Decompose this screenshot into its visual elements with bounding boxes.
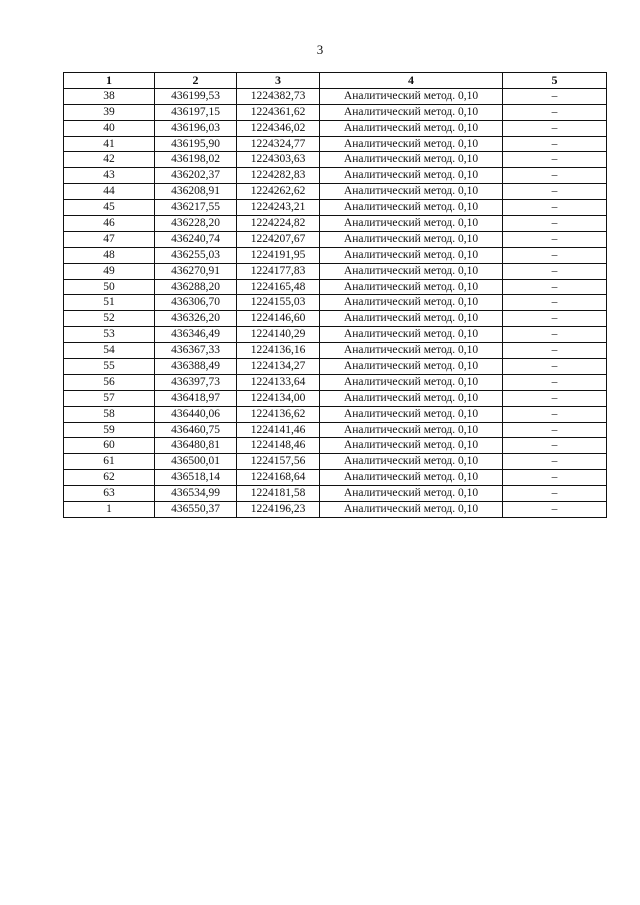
y-coordinate-cell: 1224282,83 [237, 168, 320, 184]
y-coordinate-cell: 1224207,67 [237, 231, 320, 247]
point-number-cell: 58 [64, 406, 155, 422]
point-number-cell: 49 [64, 263, 155, 279]
table-row [64, 184, 607, 200]
note-cell: – [503, 247, 607, 263]
column-header-1: 1 [64, 73, 155, 89]
point-number-cell: 41 [64, 136, 155, 152]
y-coordinate-cell: 1224191,95 [237, 247, 320, 263]
point-number-cell: 46 [64, 216, 155, 232]
method-cell: Аналитический метод. 0,10 [320, 247, 503, 263]
method-cell: Аналитический метод. 0,10 [320, 88, 503, 104]
x-coordinate-cell: 436440,06 [155, 406, 237, 422]
method-cell: Аналитический метод. 0,10 [320, 374, 503, 390]
method-cell: Аналитический метод. 0,10 [320, 295, 503, 311]
x-coordinate-cell: 436346,49 [155, 327, 237, 343]
table-row [64, 311, 607, 327]
note-cell: – [503, 311, 607, 327]
note-cell: – [503, 200, 607, 216]
y-coordinate-cell: 1224136,62 [237, 406, 320, 422]
point-number-cell: 63 [64, 486, 155, 502]
point-number-cell: 48 [64, 247, 155, 263]
note-cell: – [503, 231, 607, 247]
point-number-cell: 43 [64, 168, 155, 184]
point-number-cell: 38 [64, 88, 155, 104]
x-coordinate-cell: 436196,03 [155, 120, 237, 136]
table-row [64, 104, 607, 120]
y-coordinate-cell: 1224140,29 [237, 327, 320, 343]
y-coordinate-cell: 1224136,16 [237, 343, 320, 359]
x-coordinate-cell: 436550,37 [155, 502, 237, 518]
note-cell: – [503, 120, 607, 136]
y-coordinate-cell: 1224134,00 [237, 390, 320, 406]
method-cell: Аналитический метод. 0,10 [320, 136, 503, 152]
x-coordinate-cell: 436534,99 [155, 486, 237, 502]
table-row [64, 470, 607, 486]
method-cell: Аналитический метод. 0,10 [320, 120, 503, 136]
note-cell: – [503, 216, 607, 232]
x-coordinate-cell: 436418,97 [155, 390, 237, 406]
point-number-cell: 55 [64, 359, 155, 375]
page-number: 3 [316, 42, 324, 57]
table-row [64, 231, 607, 247]
y-coordinate-cell: 1224146,60 [237, 311, 320, 327]
y-coordinate-cell: 1224196,23 [237, 502, 320, 518]
y-coordinate-cell: 1224303,63 [237, 152, 320, 168]
note-cell: – [503, 502, 607, 518]
column-header-4: 4 [320, 73, 503, 89]
table-row [64, 200, 607, 216]
point-number-cell: 52 [64, 311, 155, 327]
y-coordinate-cell: 1224181,58 [237, 486, 320, 502]
method-cell: Аналитический метод. 0,10 [320, 470, 503, 486]
table-header [64, 73, 607, 89]
x-coordinate-cell: 436197,15 [155, 104, 237, 120]
point-number-cell: 54 [64, 343, 155, 359]
note-cell: – [503, 168, 607, 184]
x-coordinate-cell: 436460,75 [155, 422, 237, 438]
x-coordinate-cell: 436518,14 [155, 470, 237, 486]
x-coordinate-cell: 436240,74 [155, 231, 237, 247]
point-number-cell: 56 [64, 374, 155, 390]
point-number-cell: 45 [64, 200, 155, 216]
table-row [64, 168, 607, 184]
column-header-2: 2 [155, 73, 237, 89]
note-cell: – [503, 374, 607, 390]
point-number-cell: 51 [64, 295, 155, 311]
table-row [64, 247, 607, 263]
table-row [64, 390, 607, 406]
point-number-cell: 42 [64, 152, 155, 168]
method-cell: Аналитический метод. 0,10 [320, 502, 503, 518]
point-number-cell: 50 [64, 279, 155, 295]
x-coordinate-cell: 436208,91 [155, 184, 237, 200]
method-cell: Аналитический метод. 0,10 [320, 168, 503, 184]
method-cell: Аналитический метод. 0,10 [320, 390, 503, 406]
x-coordinate-cell: 436228,20 [155, 216, 237, 232]
method-cell: Аналитический метод. 0,10 [320, 343, 503, 359]
x-coordinate-cell: 436326,20 [155, 311, 237, 327]
point-number-cell: 44 [64, 184, 155, 200]
note-cell: – [503, 390, 607, 406]
note-cell: – [503, 263, 607, 279]
table-row [64, 263, 607, 279]
note-cell: – [503, 422, 607, 438]
method-cell: Аналитический метод. 0,10 [320, 200, 503, 216]
table-row [64, 216, 607, 232]
method-cell: Аналитический метод. 0,10 [320, 327, 503, 343]
x-coordinate-cell: 436198,02 [155, 152, 237, 168]
note-cell: – [503, 327, 607, 343]
method-cell: Аналитический метод. 0,10 [320, 454, 503, 470]
point-number-cell: 47 [64, 231, 155, 247]
table-row [64, 422, 607, 438]
y-coordinate-cell: 1224262,62 [237, 184, 320, 200]
point-number-cell: 53 [64, 327, 155, 343]
table-row [64, 152, 607, 168]
y-coordinate-cell: 1224165,48 [237, 279, 320, 295]
table-row [64, 438, 607, 454]
y-coordinate-cell: 1224224,82 [237, 216, 320, 232]
x-coordinate-cell: 436306,70 [155, 295, 237, 311]
method-cell: Аналитический метод. 0,10 [320, 406, 503, 422]
table-row [64, 406, 607, 422]
table-row [64, 120, 607, 136]
note-cell: – [503, 184, 607, 200]
note-cell: – [503, 152, 607, 168]
method-cell: Аналитический метод. 0,10 [320, 486, 503, 502]
method-cell: Аналитический метод. 0,10 [320, 359, 503, 375]
table-row [64, 136, 607, 152]
method-cell: Аналитический метод. 0,10 [320, 422, 503, 438]
y-coordinate-cell: 1224168,64 [237, 470, 320, 486]
x-coordinate-cell: 436202,37 [155, 168, 237, 184]
point-number-cell: 57 [64, 390, 155, 406]
y-coordinate-cell: 1224148,46 [237, 438, 320, 454]
x-coordinate-cell: 436288,20 [155, 279, 237, 295]
table-body [64, 88, 607, 517]
note-cell: – [503, 438, 607, 454]
note-cell: – [503, 454, 607, 470]
method-cell: Аналитический метод. 0,10 [320, 104, 503, 120]
x-coordinate-cell: 436255,03 [155, 247, 237, 263]
x-coordinate-cell: 436500,01 [155, 454, 237, 470]
table-row [64, 486, 607, 502]
note-cell: – [503, 343, 607, 359]
column-header-5: 5 [503, 73, 607, 89]
table-row [64, 454, 607, 470]
table-row [64, 327, 607, 343]
point-number-cell: 40 [64, 120, 155, 136]
x-coordinate-cell: 436388,49 [155, 359, 237, 375]
point-number-cell: 62 [64, 470, 155, 486]
table-row [64, 279, 607, 295]
table-row [64, 88, 607, 104]
point-number-cell: 61 [64, 454, 155, 470]
point-number-cell: 39 [64, 104, 155, 120]
note-cell: – [503, 359, 607, 375]
table-row [64, 343, 607, 359]
method-cell: Аналитический метод. 0,10 [320, 263, 503, 279]
method-cell: Аналитический метод. 0,10 [320, 438, 503, 454]
y-coordinate-cell: 1224155,03 [237, 295, 320, 311]
note-cell: – [503, 136, 607, 152]
method-cell: Аналитический метод. 0,10 [320, 152, 503, 168]
point-number-cell: 60 [64, 438, 155, 454]
note-cell: – [503, 486, 607, 502]
y-coordinate-cell: 1224361,62 [237, 104, 320, 120]
x-coordinate-cell: 436367,33 [155, 343, 237, 359]
header-row [64, 73, 607, 89]
method-cell: Аналитический метод. 0,10 [320, 216, 503, 232]
x-coordinate-cell: 436199,53 [155, 88, 237, 104]
y-coordinate-cell: 1224382,73 [237, 88, 320, 104]
y-coordinate-cell: 1224133,64 [237, 374, 320, 390]
note-cell: – [503, 295, 607, 311]
note-cell: – [503, 104, 607, 120]
x-coordinate-cell: 436270,91 [155, 263, 237, 279]
note-cell: – [503, 279, 607, 295]
x-coordinate-cell: 436480,81 [155, 438, 237, 454]
method-cell: Аналитический метод. 0,10 [320, 184, 503, 200]
column-header-3: 3 [237, 73, 320, 89]
table-row [64, 502, 607, 518]
note-cell: – [503, 470, 607, 486]
y-coordinate-cell: 1224157,56 [237, 454, 320, 470]
note-cell: – [503, 88, 607, 104]
x-coordinate-cell: 436217,55 [155, 200, 237, 216]
point-number-cell: 1 [64, 502, 155, 518]
method-cell: Аналитический метод. 0,10 [320, 311, 503, 327]
table-row [64, 374, 607, 390]
table-row [64, 295, 607, 311]
y-coordinate-cell: 1224324,77 [237, 136, 320, 152]
y-coordinate-cell: 1224141,46 [237, 422, 320, 438]
y-coordinate-cell: 1224177,83 [237, 263, 320, 279]
method-cell: Аналитический метод. 0,10 [320, 231, 503, 247]
y-coordinate-cell: 1224243,21 [237, 200, 320, 216]
point-number-cell: 59 [64, 422, 155, 438]
y-coordinate-cell: 1224346,02 [237, 120, 320, 136]
x-coordinate-cell: 436195,90 [155, 136, 237, 152]
coordinates-table [63, 72, 607, 518]
method-cell: Аналитический метод. 0,10 [320, 279, 503, 295]
y-coordinate-cell: 1224134,27 [237, 359, 320, 375]
x-coordinate-cell: 436397,73 [155, 374, 237, 390]
table-row [64, 359, 607, 375]
note-cell: – [503, 406, 607, 422]
